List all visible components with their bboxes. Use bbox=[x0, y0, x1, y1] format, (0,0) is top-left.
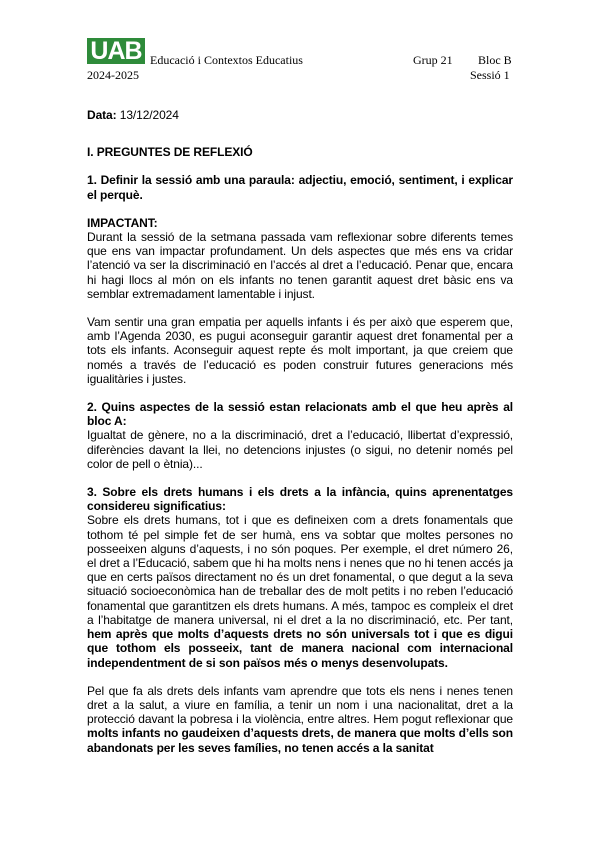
group-label: Grup 21 bbox=[413, 53, 453, 67]
q3-p2-bold: molts infants no gaudeixen d’aquests drets, de manera que molts d’ells son abandonats per les seves famílies, no tenen accés a la sanitat bbox=[87, 726, 513, 755]
q1-paragraph-1: Durant la sessió de la setmana passada vam reflexionar sobre diferents temes que ens van impactar profundament. Un dels aspectes que més ens va cridar l’atenció va ser la discriminació en l’accés al dret a l’educació. Penar que, encara hi hagi llocs al món on els infants no tenen garantit aquest dret bàsic ens va semblar extremadament lamentable i injust. bbox=[87, 230, 513, 301]
q1-keyword-text: IMPACTANT: bbox=[87, 215, 158, 230]
q2-answer: Igualtat de gènere, no a la discriminació, dret a l’educació, llibertat d’expressió, diferències davant la llei, no detencions injustes (o sigui, no detenir només pel color de pell o ètnia)... bbox=[87, 428, 513, 471]
q1-keyword bbox=[87, 216, 513, 230]
date-label: Data: bbox=[87, 108, 117, 122]
course-name: Educació i Contextos Educatius bbox=[150, 53, 303, 67]
section-title: I. PREGUNTES DE REFLEXIÓ bbox=[87, 145, 253, 160]
block-label: Bloc B bbox=[478, 53, 512, 67]
uab-logo: UAB bbox=[87, 38, 145, 64]
question-1: 1. Definir la sessió amb una paraula: adjectiu, emoció, sentiment, i explicar el perquè. bbox=[87, 173, 513, 202]
date-line bbox=[87, 108, 513, 122]
question-3: 3. Sobre els drets humans i els drets a la infància, quins aprenentatges considereu significatius: bbox=[87, 485, 513, 514]
academic-year: 2024-2025 bbox=[87, 68, 139, 82]
q3-paragraph-2 bbox=[87, 684, 513, 755]
session-label: Sessió 1 bbox=[470, 68, 510, 82]
q3-p1-text: Sobre els drets humans, tot i que es defineixen com a drets fonamentals que tothom té pel simple fet de ser humà, ens va sobtar que moltes persones no posseeixen alguns d’aquests, i no són poques. Per exemple, el dret número 26, el dret a l’Educació, sabem que hi ha molts nens i nenes que no hi tenen accés ja que en certs països directament no és un dret fonamental, o que degut a la seva situació socioeconòmica han de treballar des de molt petits i no reben l’educació fonamental que garantitzen els drets humans. A més, tampoc es compleix el dret a l’habitatge de manera universal, ni el dret a la no discriminació, etc. Per tant, bbox=[87, 513, 513, 627]
question-2: 2. Quins aspectes de la sessió estan relacionats amb el que heu après al bloc A: bbox=[87, 400, 513, 429]
q3-p1-bold: hem après que molts d’aquests drets no són universals tot i que es digui que tothom els posseeix, tant de manera nacional com internacional independentment de si son països més o menys desenvolupats. bbox=[87, 627, 513, 670]
q3-p2-text: Pel que fa als drets dels infants vam aprendre que tots els nens i nenes tenen dret a la salut, a viure en família, a tenir un nom i una nacionalitat, dret a la protecció davant la pobresa i la violència, entre altres. Hem pogut reflexionar que bbox=[87, 683, 513, 727]
q3-paragraph-1 bbox=[87, 513, 513, 669]
document-body bbox=[87, 108, 513, 755]
date-value: 13/12/2024 bbox=[119, 108, 179, 122]
q1-paragraph-2: Vam sentir una gran empatia per aquells infants i és per això que esperem que, amb l’Agenda 2030, es pugui aconseguir garantir aquest dret fonamental per a tots els infants. Aconseguir aquest repte és molt important, ja que creiem que només a través de l’educació es poden construir futures generacions més igualitàries i justes. bbox=[87, 315, 513, 386]
